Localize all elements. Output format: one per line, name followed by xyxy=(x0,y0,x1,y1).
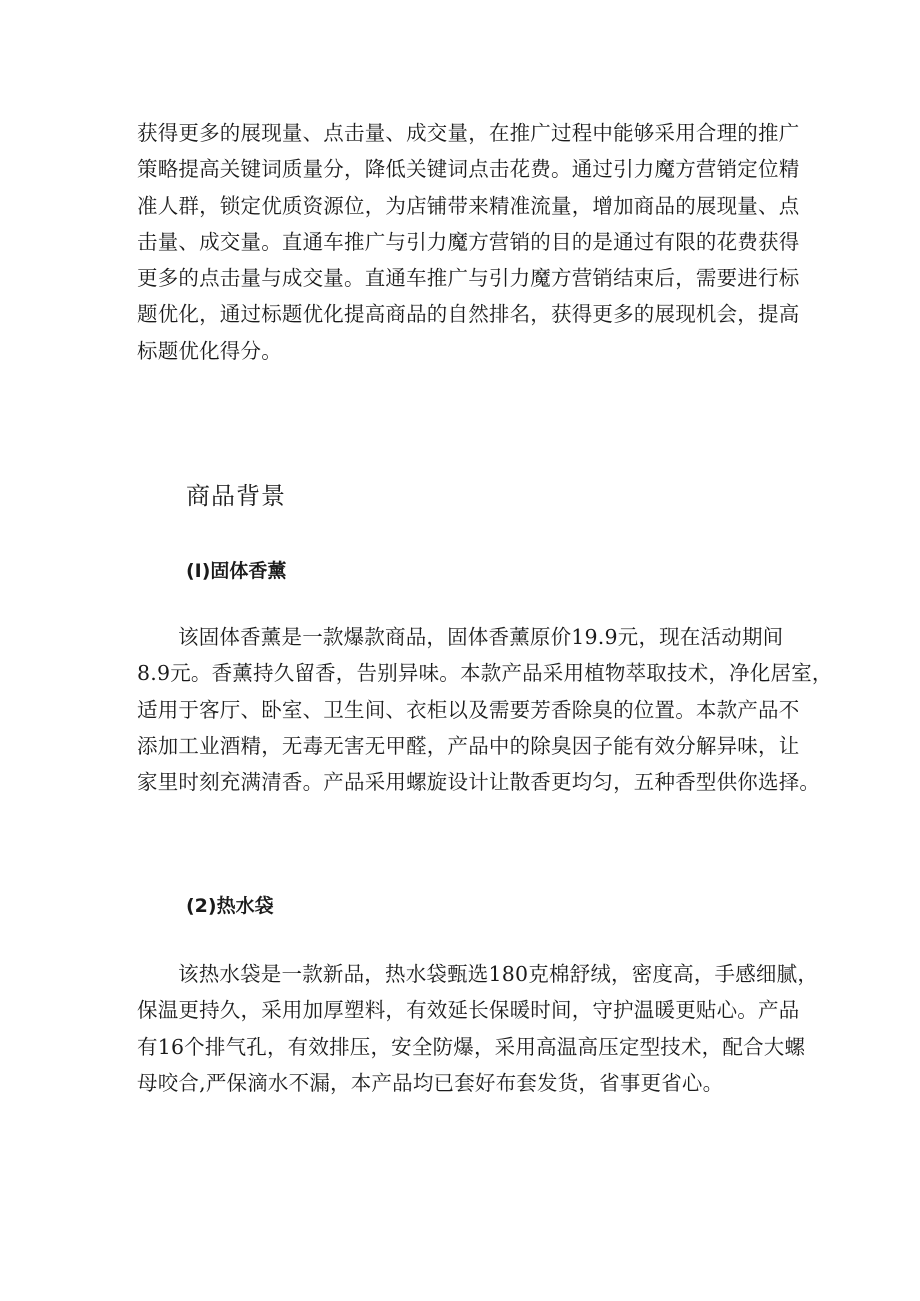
section-heading: 商品背景 xyxy=(186,482,286,510)
text-line: 有16个排气孔，有效排压，安全防爆，采用高温高压定型技术，配合大螺 xyxy=(137,1034,806,1059)
text-line: 标题优化得分。 xyxy=(137,338,282,363)
hot-water-bag-paragraph xyxy=(137,956,819,1101)
text-line: 获得更多的展现量、点击量、成交量，在推广过程中能够采用合理的推广 xyxy=(137,121,800,145)
text-line: 适用于客厅、卧室、卫生间、衣柜以及需要芳香除臭的位置。本款产品不 xyxy=(137,697,800,722)
text-line: 母咬合,严保滴水不漏，本产品均已套好布套发货，省事更省心。 xyxy=(137,1070,724,1095)
text-line: 击量、成交量。直通车推广与引力魔方营销的目的是通过有限的花费获得 xyxy=(137,229,800,254)
aroma-paragraph xyxy=(137,619,833,800)
text-line: 保温更持久，采用加厚塑料，有效延长保暖时间，守护温暖更贴心。产品 xyxy=(137,998,800,1023)
text-line: 准人群，锁定优质资源位，为店铺带来精准流量，增加商品的展现量、点 xyxy=(137,193,800,218)
text-line: 题优化，通过标题优化提高商品的自然排名，获得更多的展现机会，提高 xyxy=(137,302,800,327)
subsection-title-hot-water-bag: (2)热水袋 xyxy=(186,895,274,917)
text-line: 策略提高关键词质量分，降低关键词点击花费。通过引力魔方营销定位精 xyxy=(137,157,800,182)
text-line: 添加工业酒精，无毒无害无甲醛，产品中的除臭因子能有效分解异味，让 xyxy=(137,733,800,758)
text-line: 该固体香薰是一款爆款商品，固体香薰原价19.9元，现在活动期间 xyxy=(178,625,784,649)
text-line: 8.9元。香薰持久留香，告别异味。本款产品采用植物萃取技术，净化居室， xyxy=(137,661,833,686)
intro-paragraph xyxy=(137,115,800,369)
text-line: 家里时刻充满清香。产品采用螺旋设计让散香更均匀，五种香型供你选择。 xyxy=(137,770,821,795)
subsection-title-aroma: (I)固体香薰 xyxy=(186,560,287,582)
text-line: 该热水袋是一款新品，热水袋甄选180克棉舒绒，密度高，手感细腻， xyxy=(178,962,819,986)
text-line: 更多的点击量与成交量。直通车推广与引力魔方营销结束后，需要进行标 xyxy=(137,266,800,291)
